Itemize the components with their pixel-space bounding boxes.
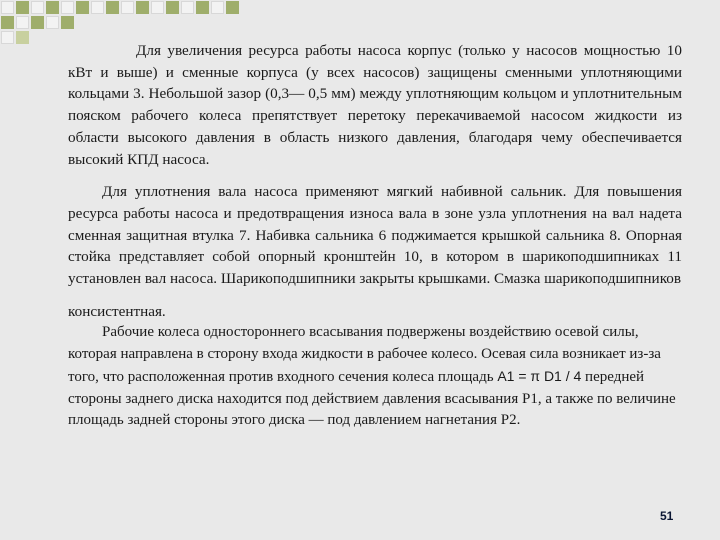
slide-text-content (68, 40, 682, 432)
axial-force-text-start: Рабочие колеса одностороннего всасывания подвержены воздействию осевой силы, которая направлена в сторону входа жидкости в рабочее колесо. Осевая сила возникает из-за того, что расположенная против входного сечения колеса площадь (68, 324, 661, 385)
paragraph-shaft-seal: Для уплотнения вала насоса применяют мягкий набивной сальник. Для повышения ресурса работы насоса и предотвращения износа вала в зоне узла уплотнения на вал надета сменная защитная втулка 7. Набивка сальника 6 поджимается крышкой сальника 8. Опорная стойка представляет собой опорный кронштейн 10, в котором в шарикоподшипниках 11 установлен вал насоса. Шарикоподшипники закрыты крышками. Смазка шарикоподшипников (68, 183, 682, 288)
paragraph-sealing-rings: Для увеличения ресурса работы насоса корпус (только у насосов мощностью 10 кВт и выше) и сменные корпуса (у всех насосов) защищены сменными уплотняющими кольцами 3. Небольшой зазор (0,3— 0,5 мм) между уплотняющим кольцом и уплотнительным пояском рабочего колеса препятствует перетоку перекачиваемой насосом жидкости из области высокого давления в область низкого давления, благодаря чему обеспечивается высокий КПД насоса. (68, 42, 682, 168)
paragraph-lubrication-end: консистентная. (68, 302, 166, 320)
paragraph-axial-force (68, 322, 682, 432)
area-formula: A1 = π D1 / 4 (497, 367, 582, 384)
axial-force-text-end: передней стороны заднего диска находится под действием давления всасывания P1, а также по величине площадь задней стороны этого диска — под давлением нагнетания P2. (68, 368, 676, 429)
decorative-checker-pattern (0, 0, 240, 45)
page-number: 51 (660, 509, 674, 523)
